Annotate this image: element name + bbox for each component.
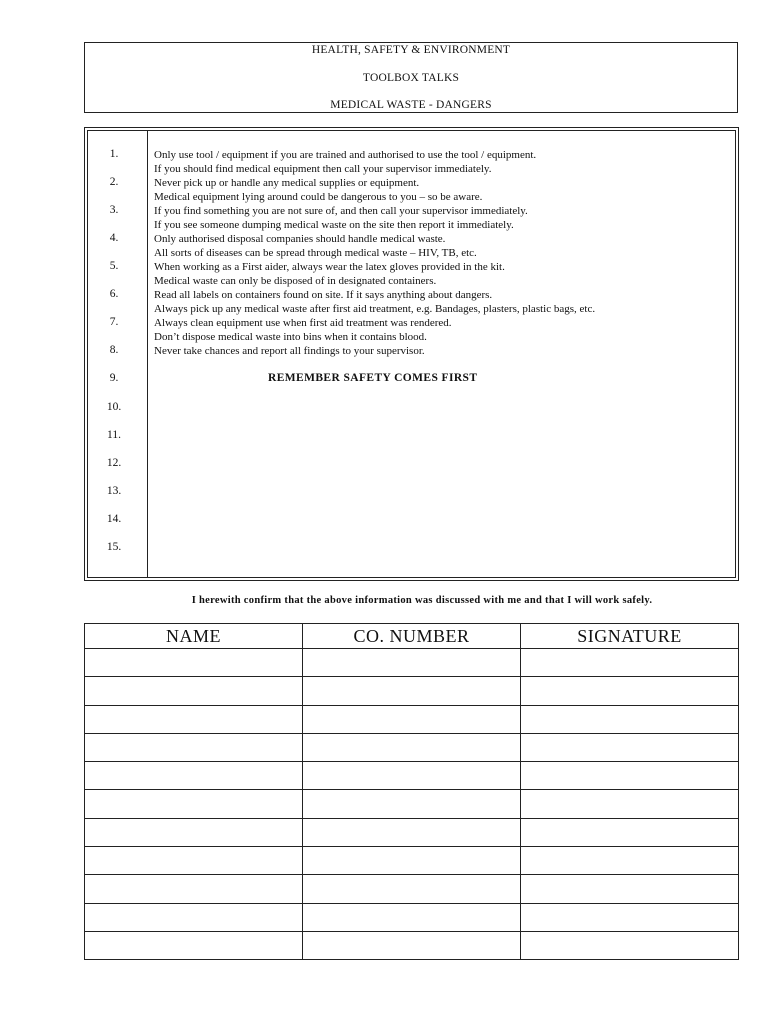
co-number-cell[interactable] bbox=[303, 790, 521, 818]
attendance-sign-table bbox=[84, 623, 739, 960]
name-cell[interactable] bbox=[85, 847, 303, 875]
co-number-column-header: CO. NUMBER bbox=[303, 624, 521, 649]
name-column-header: NAME bbox=[85, 624, 303, 649]
name-cell[interactable] bbox=[85, 677, 303, 705]
name-cell[interactable] bbox=[85, 762, 303, 790]
signature-cell[interactable] bbox=[521, 790, 739, 818]
talk-point-line: Only authorised disposal companies should handle medical waste. bbox=[154, 233, 446, 245]
table-row bbox=[85, 649, 739, 677]
item-number: 10. bbox=[106, 401, 122, 413]
co-number-cell[interactable] bbox=[303, 705, 521, 733]
item-number-column bbox=[88, 131, 148, 577]
signature-cell[interactable] bbox=[521, 677, 739, 705]
talk-point-line: All sorts of diseases can be spread through medical waste – HIV, TB, etc. bbox=[154, 247, 477, 259]
table-row bbox=[85, 762, 739, 790]
name-cell[interactable] bbox=[85, 790, 303, 818]
talk-content-inner bbox=[87, 130, 736, 578]
signature-cell[interactable] bbox=[521, 705, 739, 733]
co-number-cell[interactable] bbox=[303, 649, 521, 677]
talk-point-line: Medical waste can only be disposed of in designated containers. bbox=[154, 275, 437, 287]
talk-point-line: Always pick up any medical waste after first aid treatment, e.g. Bandages, plasters, plastic bags, etc. bbox=[154, 303, 596, 315]
item-number: 5. bbox=[109, 260, 119, 272]
co-number-cell[interactable] bbox=[303, 762, 521, 790]
table-row bbox=[85, 790, 739, 818]
talk-points bbox=[154, 148, 729, 358]
signature-column-header: SIGNATURE bbox=[521, 624, 739, 649]
talk-point-line: Never pick up or handle any medical supplies or equipment. bbox=[154, 177, 420, 189]
co-number-cell[interactable] bbox=[303, 733, 521, 761]
item-number: 1. bbox=[109, 148, 119, 160]
co-number-cell[interactable] bbox=[303, 847, 521, 875]
talk-point-line: Never take chances and report all findings to your supervisor. bbox=[154, 345, 425, 357]
item-number: 4. bbox=[109, 232, 119, 244]
item-number: 14. bbox=[106, 513, 122, 525]
item-number: 15. bbox=[106, 541, 122, 553]
signature-cell[interactable] bbox=[521, 649, 739, 677]
signature-cell[interactable] bbox=[521, 931, 739, 959]
item-number: 11. bbox=[107, 429, 121, 441]
co-number-cell[interactable] bbox=[303, 818, 521, 846]
talk-point-line: Read all labels on containers found on site. If it says anything about dangers. bbox=[154, 289, 493, 301]
table-row bbox=[85, 705, 739, 733]
talk-content-box bbox=[84, 127, 739, 581]
talk-point-line: If you should find medical equipment then call your supervisor immediately. bbox=[154, 163, 492, 175]
header-title: HEALTH, SAFETY & ENVIRONMENT bbox=[311, 44, 511, 56]
talk-point-line: Don’t dispose medical waste into bins when it contains blood. bbox=[154, 331, 427, 343]
item-number: 3. bbox=[109, 204, 119, 216]
signature-cell[interactable] bbox=[521, 903, 739, 931]
table-row bbox=[85, 931, 739, 959]
name-cell[interactable] bbox=[85, 875, 303, 903]
table-row bbox=[85, 875, 739, 903]
co-number-cell[interactable] bbox=[303, 931, 521, 959]
table-row bbox=[85, 847, 739, 875]
signature-cell[interactable] bbox=[521, 733, 739, 761]
co-number-cell[interactable] bbox=[303, 875, 521, 903]
name-cell[interactable] bbox=[85, 931, 303, 959]
co-number-cell[interactable] bbox=[303, 903, 521, 931]
talk-point-line: Medical equipment lying around could be dangerous to you – so be aware. bbox=[154, 191, 483, 203]
signature-cell[interactable] bbox=[521, 762, 739, 790]
item-number: 7. bbox=[109, 316, 119, 328]
header-topic: MEDICAL WASTE - DANGERS bbox=[330, 99, 492, 111]
confirmation-statement: I herewith confirm that the above information was discussed with me and that I will work safely. bbox=[191, 595, 653, 606]
talk-point-line: When working as a First aider, always wear the latex gloves provided in the kit. bbox=[154, 261, 505, 273]
item-number: 12. bbox=[106, 457, 122, 469]
table-row bbox=[85, 733, 739, 761]
talk-point-line: Always clean equipment use when first aid treatment was rendered. bbox=[154, 317, 452, 329]
document-header bbox=[84, 42, 738, 113]
safety-reminder: REMEMBER SAFETY COMES FIRST bbox=[268, 372, 478, 384]
signature-cell[interactable] bbox=[521, 818, 739, 846]
co-number-cell[interactable] bbox=[303, 677, 521, 705]
signature-cell[interactable] bbox=[521, 875, 739, 903]
item-number: 2. bbox=[109, 176, 119, 188]
item-number: 6. bbox=[109, 288, 119, 300]
table-row bbox=[85, 677, 739, 705]
item-number: 13. bbox=[106, 485, 122, 497]
name-cell[interactable] bbox=[85, 903, 303, 931]
item-number: 8. bbox=[109, 344, 119, 356]
talk-point-line: If you see someone dumping medical waste on the site then report it immediately. bbox=[154, 219, 514, 231]
header-subtitle: TOOLBOX TALKS bbox=[362, 72, 460, 84]
item-number: 9. bbox=[109, 372, 119, 384]
name-cell[interactable] bbox=[85, 818, 303, 846]
name-cell[interactable] bbox=[85, 705, 303, 733]
table-header-row bbox=[85, 624, 739, 649]
signature-cell[interactable] bbox=[521, 847, 739, 875]
name-cell[interactable] bbox=[85, 733, 303, 761]
talk-point-line: If you find something you are not sure of, and then call your supervisor immediately. bbox=[154, 205, 528, 217]
table-row bbox=[85, 903, 739, 931]
name-cell[interactable] bbox=[85, 649, 303, 677]
talk-point-line: Only use tool / equipment if you are trained and authorised to use the tool / equipment. bbox=[154, 149, 537, 161]
table-row bbox=[85, 818, 739, 846]
